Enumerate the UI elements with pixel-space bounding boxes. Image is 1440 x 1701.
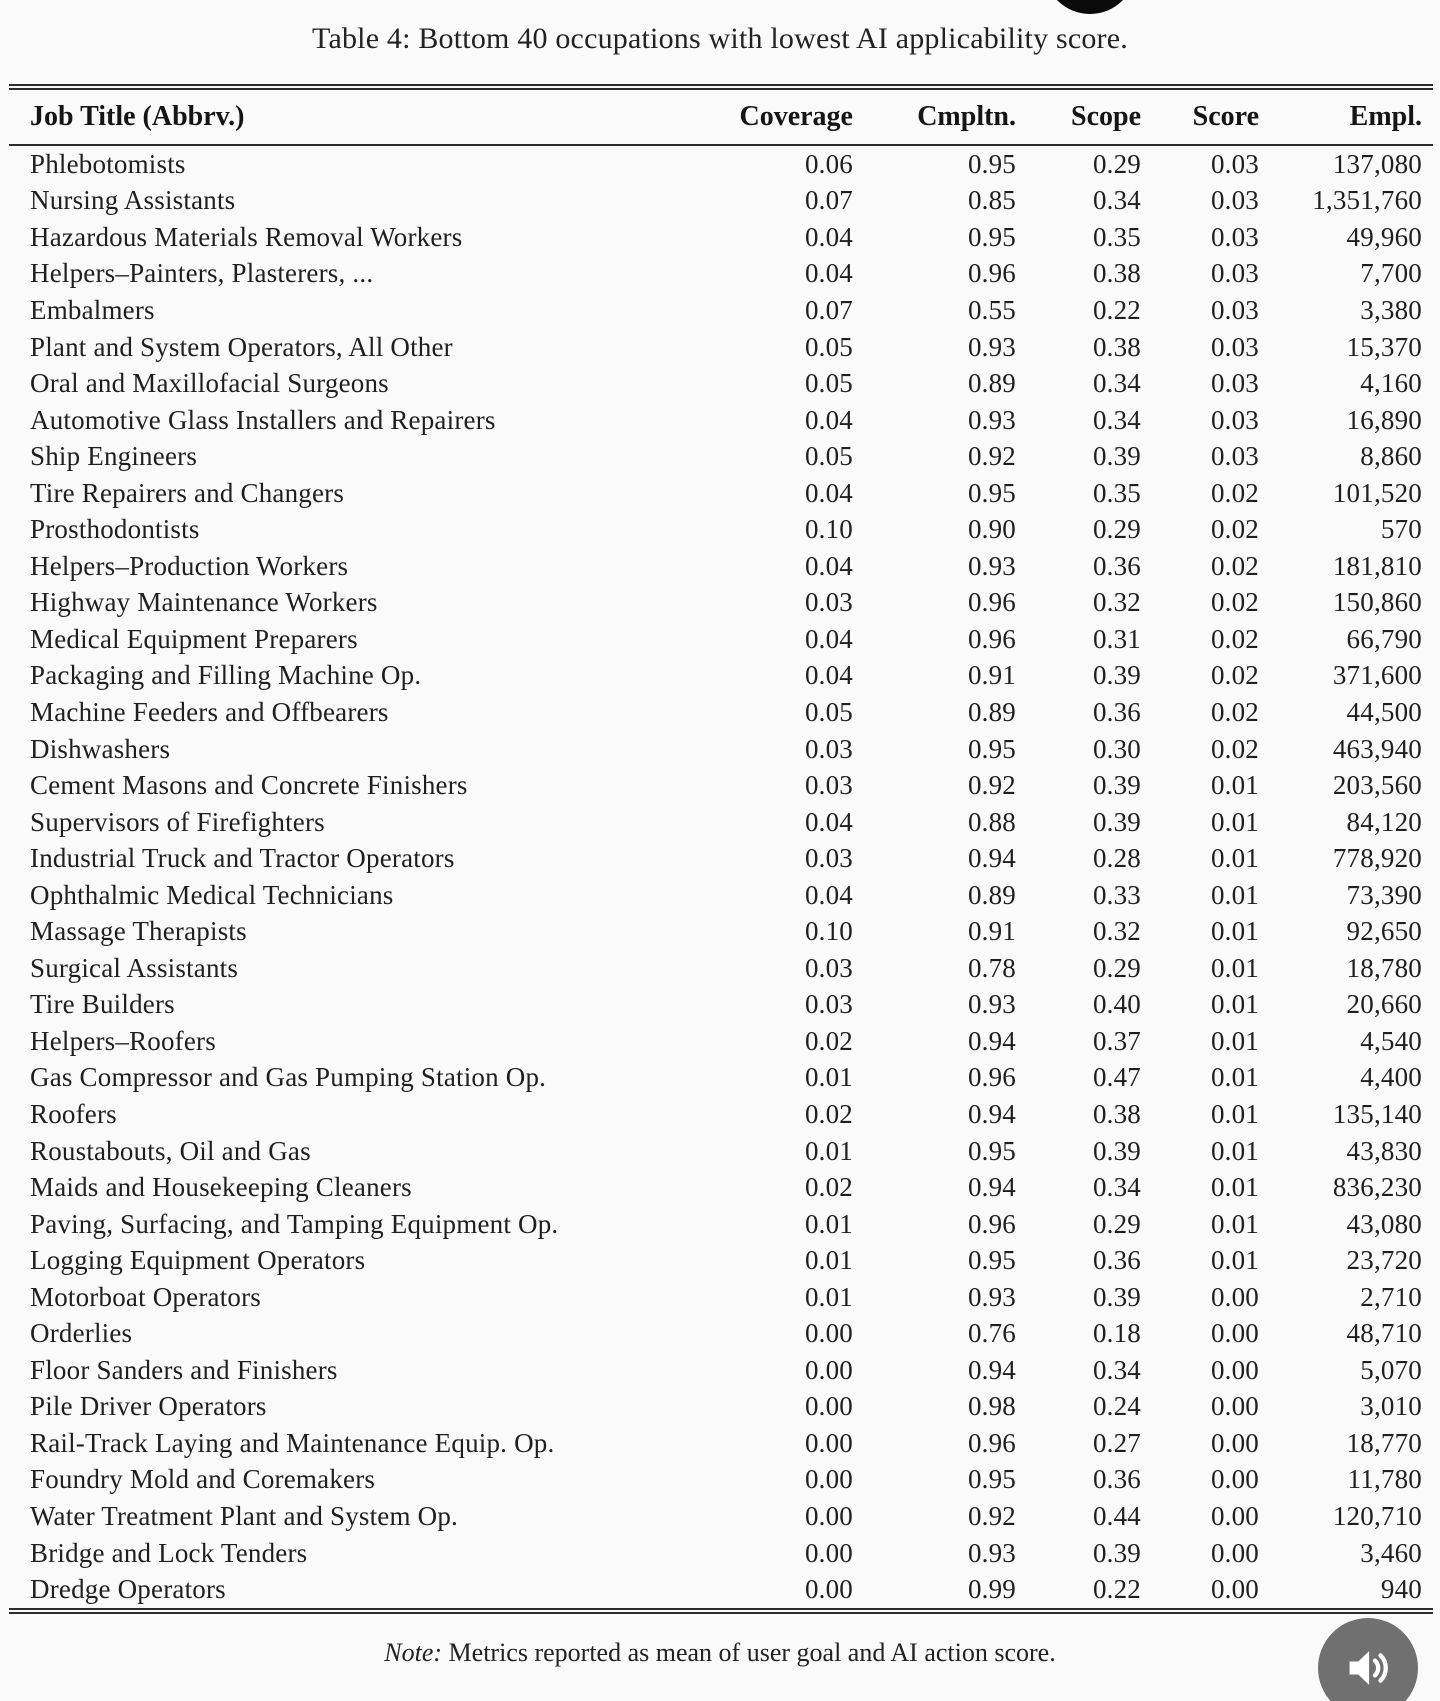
value-cell: 0.02: [1210, 550, 1259, 581]
job-title-cell: Packaging and Filling Machine Op.: [30, 660, 422, 691]
value-cell: 0.92: [967, 770, 1016, 801]
job-title-cell: Nursing Assistants: [30, 185, 236, 216]
job-title-cell: Logging Equipment Operators: [30, 1245, 366, 1276]
table-row: [9, 621, 1433, 658]
value-cell: 570: [1380, 514, 1422, 545]
value-cell: 0.01: [804, 1208, 853, 1239]
value-cell: 0.32: [1092, 916, 1141, 947]
value-cell: 0.01: [1210, 1025, 1259, 1056]
value-cell: 0.10: [804, 916, 853, 947]
value-cell: 0.35: [1092, 221, 1141, 252]
value-cell: 0.31: [1092, 623, 1141, 654]
value-cell: 0.30: [1092, 733, 1141, 764]
value-cell: 0.03: [804, 770, 853, 801]
table-row: [9, 1242, 1433, 1279]
value-cell: 0.03: [804, 587, 853, 618]
value-cell: 0.01: [1210, 989, 1259, 1020]
value-cell: 0.95: [967, 733, 1016, 764]
value-cell: 0.01: [1210, 843, 1259, 874]
value-cell: 0.39: [1092, 806, 1141, 837]
value-cell: 43,830: [1346, 1135, 1422, 1166]
value-cell: 0.96: [967, 623, 1016, 654]
value-cell: 0.03: [1210, 368, 1259, 399]
occupations-table-body: [9, 145, 1433, 1611]
table-caption: Table 4: Bottom 40 occupations with lowest AI applicability score.: [312, 22, 1128, 55]
value-cell: 66,790: [1346, 623, 1422, 654]
value-cell: 4,400: [1360, 1062, 1422, 1093]
value-cell: 0.96: [967, 587, 1016, 618]
table-row: [9, 1389, 1433, 1426]
table-row: [9, 183, 1433, 220]
table-row: [9, 438, 1433, 475]
value-cell: 0.02: [804, 1025, 853, 1056]
job-title-cell: Highway Maintenance Workers: [30, 587, 378, 618]
value-cell: 137,080: [1332, 148, 1422, 179]
value-cell: 0.07: [804, 185, 853, 216]
table-row: [9, 694, 1433, 731]
value-cell: 0.03: [804, 733, 853, 764]
job-title-cell: Machine Feeders and Offbearers: [30, 696, 389, 727]
value-cell: 0.03: [1210, 331, 1259, 362]
value-cell: 0.00: [1210, 1501, 1259, 1531]
value-cell: 0.03: [1210, 221, 1259, 252]
table-row: [9, 1571, 1433, 1611]
job-title-cell: Rail-Track Laying and Maintenance Equip. Op.: [30, 1427, 555, 1458]
value-cell: 0.37: [1092, 1025, 1141, 1056]
value-cell: 84,120: [1346, 806, 1422, 837]
value-cell: 0.36: [1092, 1245, 1141, 1276]
value-cell: 836,230: [1332, 1172, 1422, 1203]
value-cell: 18,780: [1346, 952, 1422, 983]
job-title-cell: Roofers: [30, 1098, 117, 1129]
note-label: Note:: [384, 1638, 443, 1667]
value-cell: 0.03: [1210, 441, 1259, 472]
table-row: [9, 585, 1433, 622]
job-title-cell: Helpers–Painters, Plasterers, ...: [30, 258, 374, 289]
value-cell: 0.34: [1092, 1172, 1141, 1203]
job-title-cell: Pile Driver Operators: [30, 1391, 267, 1422]
value-cell: 0.00: [1210, 1464, 1259, 1495]
value-cell: 0.01: [1210, 806, 1259, 837]
value-cell: 16,890: [1346, 404, 1422, 435]
value-cell: 371,600: [1332, 660, 1422, 691]
value-cell: 0.36: [1092, 550, 1141, 581]
value-cell: 0.03: [804, 843, 853, 874]
job-title-cell: Motorboat Operators: [30, 1281, 261, 1312]
value-cell: 0.03: [1210, 258, 1259, 289]
value-cell: 0.89: [967, 368, 1016, 399]
value-cell: 4,160: [1360, 368, 1422, 399]
value-cell: 4,540: [1360, 1025, 1422, 1056]
table-row: [9, 1279, 1433, 1316]
header-row: [9, 87, 1433, 145]
value-cell: 0.38: [1092, 258, 1141, 289]
value-cell: 0.89: [967, 696, 1016, 727]
value-cell: 0.88: [967, 806, 1016, 837]
job-title-cell: Supervisors of Firefighters: [30, 806, 325, 837]
table-row: [9, 840, 1433, 877]
value-cell: 0.18: [1092, 1318, 1141, 1349]
value-cell: 0.00: [804, 1464, 853, 1495]
value-cell: 0.93: [967, 331, 1016, 362]
speaker-icon: [1342, 1642, 1394, 1694]
table-row: [9, 1133, 1433, 1170]
value-cell: 203,560: [1332, 770, 1422, 801]
table-row: [9, 1169, 1433, 1206]
value-cell: 0.22: [1092, 294, 1141, 325]
value-cell: 0.34: [1092, 185, 1141, 216]
column-header-job-title: Job Title (Abbrv.): [30, 101, 245, 132]
value-cell: 0.93: [967, 989, 1016, 1020]
value-cell: 0.76: [967, 1318, 1016, 1349]
value-cell: 0.95: [967, 221, 1016, 252]
value-cell: 11,780: [1347, 1464, 1422, 1495]
job-title-cell: Cement Masons and Concrete Finishers: [30, 770, 468, 801]
value-cell: 18,770: [1346, 1427, 1422, 1458]
job-title-cell: Floor Sanders and Finishers: [30, 1354, 338, 1385]
value-cell: 0.95: [967, 1464, 1016, 1495]
value-cell: 0.94: [967, 1172, 1016, 1203]
value-cell: 0.93: [967, 1537, 1016, 1568]
job-title-cell: Maids and Housekeeping Cleaners: [30, 1172, 412, 1203]
black-circle-decoration: [1044, 0, 1136, 14]
value-cell: 0.01: [804, 1281, 853, 1312]
value-cell: 3,010: [1360, 1391, 1422, 1422]
value-cell: 150,860: [1332, 587, 1422, 618]
value-cell: 0.94: [967, 843, 1016, 874]
value-cell: 181,810: [1332, 550, 1422, 581]
value-cell: 120,710: [1332, 1501, 1422, 1531]
value-cell: 0.00: [1210, 1427, 1259, 1458]
job-title-cell: Phlebotomists: [30, 148, 186, 179]
value-cell: 2,710: [1360, 1281, 1422, 1312]
job-title-cell: Helpers–Roofers: [30, 1025, 216, 1056]
value-cell: 0.29: [1092, 1208, 1141, 1239]
job-title-cell: Automotive Glass Installers and Repairers: [30, 404, 496, 435]
value-cell: 0.03: [1210, 294, 1259, 325]
value-cell: 0.02: [1210, 477, 1259, 508]
job-title-cell: Roustabouts, Oil and Gas: [30, 1135, 311, 1166]
value-cell: 0.05: [804, 331, 853, 362]
value-cell: 0.91: [967, 916, 1016, 947]
value-cell: 7,700: [1360, 258, 1422, 289]
table-row: [9, 365, 1433, 402]
value-cell: 0.01: [1210, 1208, 1259, 1239]
value-cell: 1,351,760: [1312, 185, 1422, 216]
table-note: [0, 1638, 1440, 1668]
value-cell: 0.36: [1092, 1464, 1141, 1495]
value-cell: 0.05: [804, 696, 853, 727]
value-cell: 0.78: [967, 952, 1016, 983]
value-cell: 0.00: [804, 1391, 853, 1422]
value-cell: 0.22: [1092, 1574, 1141, 1605]
value-cell: 0.95: [967, 477, 1016, 508]
value-cell: 73,390: [1346, 879, 1422, 910]
value-cell: 20,660: [1346, 989, 1422, 1020]
job-title-cell: Dishwashers: [30, 733, 171, 764]
value-cell: 0.01: [804, 1062, 853, 1093]
value-cell: 463,940: [1332, 733, 1422, 764]
value-cell: 0.32: [1092, 587, 1141, 618]
table-row: [9, 329, 1433, 366]
table-row: [9, 1535, 1433, 1572]
job-title-cell: Tire Builders: [30, 989, 175, 1020]
value-cell: 0.00: [1210, 1354, 1259, 1385]
value-cell: 92,650: [1346, 916, 1422, 947]
value-cell: 0.01: [1210, 879, 1259, 910]
table-row: [9, 1206, 1433, 1243]
value-cell: 0.28: [1092, 843, 1141, 874]
value-cell: 0.00: [804, 1501, 853, 1531]
value-cell: 0.29: [1092, 952, 1141, 983]
job-title-cell: Water Treatment Plant and System Op.: [30, 1501, 458, 1531]
table-row: [9, 950, 1433, 987]
table-row: [9, 1498, 1433, 1535]
value-cell: 0.02: [1210, 514, 1259, 545]
value-cell: 0.00: [804, 1354, 853, 1385]
value-cell: 0.94: [967, 1354, 1016, 1385]
table-row: [9, 1352, 1433, 1389]
value-cell: 0.10: [804, 514, 853, 545]
job-title-cell: Oral and Maxillofacial Surgeons: [30, 368, 389, 399]
value-cell: 0.02: [804, 1098, 853, 1129]
value-cell: 44,500: [1346, 696, 1422, 727]
value-cell: 0.96: [967, 1427, 1016, 1458]
value-cell: 0.00: [804, 1537, 853, 1568]
job-title-cell: Paving, Surfacing, and Tamping Equipment Op.: [30, 1208, 559, 1239]
value-cell: 101,520: [1332, 477, 1422, 508]
value-cell: 0.95: [967, 1245, 1016, 1276]
job-title-cell: Hazardous Materials Removal Workers: [30, 221, 463, 252]
value-cell: 0.47: [1092, 1062, 1141, 1093]
value-cell: 48,710: [1346, 1318, 1422, 1349]
value-cell: 0.01: [1210, 1062, 1259, 1093]
job-title-cell: Ophthalmic Medical Technicians: [30, 879, 394, 910]
value-cell: 0.04: [804, 477, 853, 508]
value-cell: 0.93: [967, 550, 1016, 581]
value-cell: 0.05: [804, 441, 853, 472]
table-row: [9, 511, 1433, 548]
value-cell: 0.96: [967, 1208, 1016, 1239]
column-header-score: Score: [1192, 101, 1259, 132]
value-cell: 0.95: [967, 148, 1016, 179]
job-title-cell: Foundry Mold and Coremakers: [30, 1464, 376, 1495]
value-cell: 0.33: [1092, 879, 1141, 910]
value-cell: 0.01: [1210, 916, 1259, 947]
table-row: [9, 913, 1433, 950]
table-row: [9, 402, 1433, 439]
value-cell: 0.24: [1092, 1391, 1141, 1422]
table-row: [9, 877, 1433, 914]
occupations-table: [9, 84, 1433, 1614]
value-cell: 0.04: [804, 879, 853, 910]
job-title-cell: Surgical Assistants: [30, 952, 239, 983]
table-row: [9, 145, 1433, 183]
value-cell: 0.00: [1210, 1391, 1259, 1422]
table-row: [9, 804, 1433, 841]
value-cell: 0.04: [804, 550, 853, 581]
table-row: [9, 475, 1433, 512]
value-cell: 0.90: [967, 514, 1016, 545]
value-cell: 0.04: [804, 623, 853, 654]
value-cell: 0.01: [804, 1245, 853, 1276]
value-cell: 0.04: [804, 404, 853, 435]
table-row: [9, 292, 1433, 329]
value-cell: 0.92: [967, 1501, 1016, 1531]
value-cell: 0.02: [804, 1172, 853, 1203]
job-title-cell: Prosthodontists: [30, 514, 200, 545]
value-cell: 0.00: [1210, 1537, 1259, 1568]
value-cell: 49,960: [1346, 221, 1422, 252]
value-cell: 0.05: [804, 368, 853, 399]
value-cell: 0.00: [804, 1574, 853, 1605]
job-title-cell: Gas Compressor and Gas Pumping Station Op.: [30, 1062, 547, 1093]
value-cell: 0.04: [804, 660, 853, 691]
column-header-scope: Scope: [1071, 101, 1141, 132]
job-title-cell: Ship Engineers: [30, 441, 198, 472]
value-cell: 0.34: [1092, 1354, 1141, 1385]
value-cell: 0.07: [804, 294, 853, 325]
value-cell: 0.34: [1092, 404, 1141, 435]
column-header-empl: Empl.: [1349, 101, 1422, 132]
value-cell: 0.94: [967, 1025, 1016, 1056]
table-row: [9, 1096, 1433, 1133]
value-cell: 940: [1380, 1574, 1422, 1605]
value-cell: 0.04: [804, 221, 853, 252]
value-cell: 0.01: [1210, 1098, 1259, 1129]
value-cell: 23,720: [1346, 1245, 1422, 1276]
value-cell: 0.00: [804, 1318, 853, 1349]
value-cell: 0.01: [804, 1135, 853, 1166]
value-cell: 0.96: [967, 1062, 1016, 1093]
job-title-cell: Plant and System Operators, All Other: [30, 331, 453, 362]
value-cell: 0.94: [967, 1098, 1016, 1129]
job-title-cell: Industrial Truck and Tractor Operators: [30, 843, 455, 874]
job-title-cell: Tire Repairers and Changers: [30, 477, 345, 508]
value-cell: 3,460: [1360, 1537, 1422, 1568]
table-header: [9, 87, 1433, 145]
job-title-cell: Helpers–Production Workers: [30, 550, 349, 581]
value-cell: 0.00: [804, 1427, 853, 1458]
value-cell: 0.44: [1092, 1501, 1141, 1531]
value-cell: 15,370: [1346, 331, 1422, 362]
value-cell: 0.36: [1092, 696, 1141, 727]
value-cell: 0.95: [967, 1135, 1016, 1166]
table-row: [9, 1462, 1433, 1499]
value-cell: 0.40: [1092, 989, 1141, 1020]
table-row: [9, 256, 1433, 293]
value-cell: 0.38: [1092, 1098, 1141, 1129]
table-row: [9, 219, 1433, 256]
value-cell: 0.39: [1092, 1135, 1141, 1166]
value-cell: 0.38: [1092, 331, 1141, 362]
value-cell: 0.39: [1092, 1537, 1141, 1568]
value-cell: 3,380: [1360, 294, 1422, 325]
job-title-cell: Dredge Operators: [30, 1574, 226, 1605]
job-title-cell: Embalmers: [30, 294, 155, 325]
job-title-cell: Bridge and Lock Tenders: [30, 1537, 308, 1568]
value-cell: 0.01: [1210, 1172, 1259, 1203]
value-cell: 0.04: [804, 258, 853, 289]
table-row: [9, 1023, 1433, 1060]
value-cell: 0.03: [1210, 148, 1259, 179]
value-cell: 0.01: [1210, 1135, 1259, 1166]
value-cell: 0.29: [1092, 148, 1141, 179]
value-cell: 0.39: [1092, 1281, 1141, 1312]
value-cell: 0.03: [1210, 404, 1259, 435]
table-row: [9, 658, 1433, 695]
value-cell: 0.85: [967, 185, 1016, 216]
value-cell: 0.91: [967, 660, 1016, 691]
value-cell: 0.03: [804, 952, 853, 983]
value-cell: 0.02: [1210, 660, 1259, 691]
table-row: [9, 548, 1433, 585]
value-cell: 0.39: [1092, 441, 1141, 472]
value-cell: 0.00: [1210, 1281, 1259, 1312]
value-cell: 0.35: [1092, 477, 1141, 508]
value-cell: 0.03: [1210, 185, 1259, 216]
value-cell: 0.34: [1092, 368, 1141, 399]
column-header-coverage: Coverage: [739, 101, 853, 132]
value-cell: 0.55: [967, 294, 1016, 325]
value-cell: 0.00: [1210, 1318, 1259, 1349]
value-cell: 0.99: [967, 1574, 1016, 1605]
job-title-cell: Orderlies: [30, 1318, 133, 1349]
value-cell: 0.02: [1210, 733, 1259, 764]
value-cell: 0.96: [967, 258, 1016, 289]
job-title-cell: Medical Equipment Preparers: [30, 623, 358, 654]
value-cell: 0.93: [967, 404, 1016, 435]
table-row: [9, 1425, 1433, 1462]
note-text: Metrics reported as mean of user goal and AI action score.: [448, 1638, 1056, 1667]
value-cell: 0.39: [1092, 660, 1141, 691]
value-cell: 0.00: [1210, 1574, 1259, 1605]
value-cell: 0.04: [804, 806, 853, 837]
value-cell: 0.02: [1210, 696, 1259, 727]
value-cell: 0.89: [967, 879, 1016, 910]
value-cell: 0.98: [967, 1391, 1016, 1422]
value-cell: 135,140: [1332, 1098, 1422, 1129]
table-row: [9, 731, 1433, 768]
value-cell: 0.29: [1092, 514, 1141, 545]
value-cell: 0.27: [1092, 1427, 1141, 1458]
column-header-cmpltn: Cmpltn.: [917, 101, 1016, 132]
value-cell: 0.01: [1210, 770, 1259, 801]
audio-button[interactable]: [1318, 1618, 1418, 1701]
value-cell: 0.92: [967, 441, 1016, 472]
value-cell: 43,080: [1346, 1208, 1422, 1239]
value-cell: 5,070: [1360, 1354, 1422, 1385]
value-cell: 0.39: [1092, 770, 1141, 801]
value-cell: 0.93: [967, 1281, 1016, 1312]
value-cell: 778,920: [1332, 843, 1422, 874]
value-cell: 8,860: [1360, 441, 1422, 472]
job-title-cell: Massage Therapists: [30, 916, 247, 947]
value-cell: 0.01: [1210, 1245, 1259, 1276]
value-cell: 0.01: [1210, 952, 1259, 983]
table-row: [9, 1316, 1433, 1353]
table-row: [9, 987, 1433, 1024]
value-cell: 0.02: [1210, 623, 1259, 654]
value-cell: 0.03: [804, 989, 853, 1020]
table-row: [9, 767, 1433, 804]
value-cell: 0.06: [804, 148, 853, 179]
value-cell: 0.02: [1210, 587, 1259, 618]
table-row: [9, 1060, 1433, 1097]
